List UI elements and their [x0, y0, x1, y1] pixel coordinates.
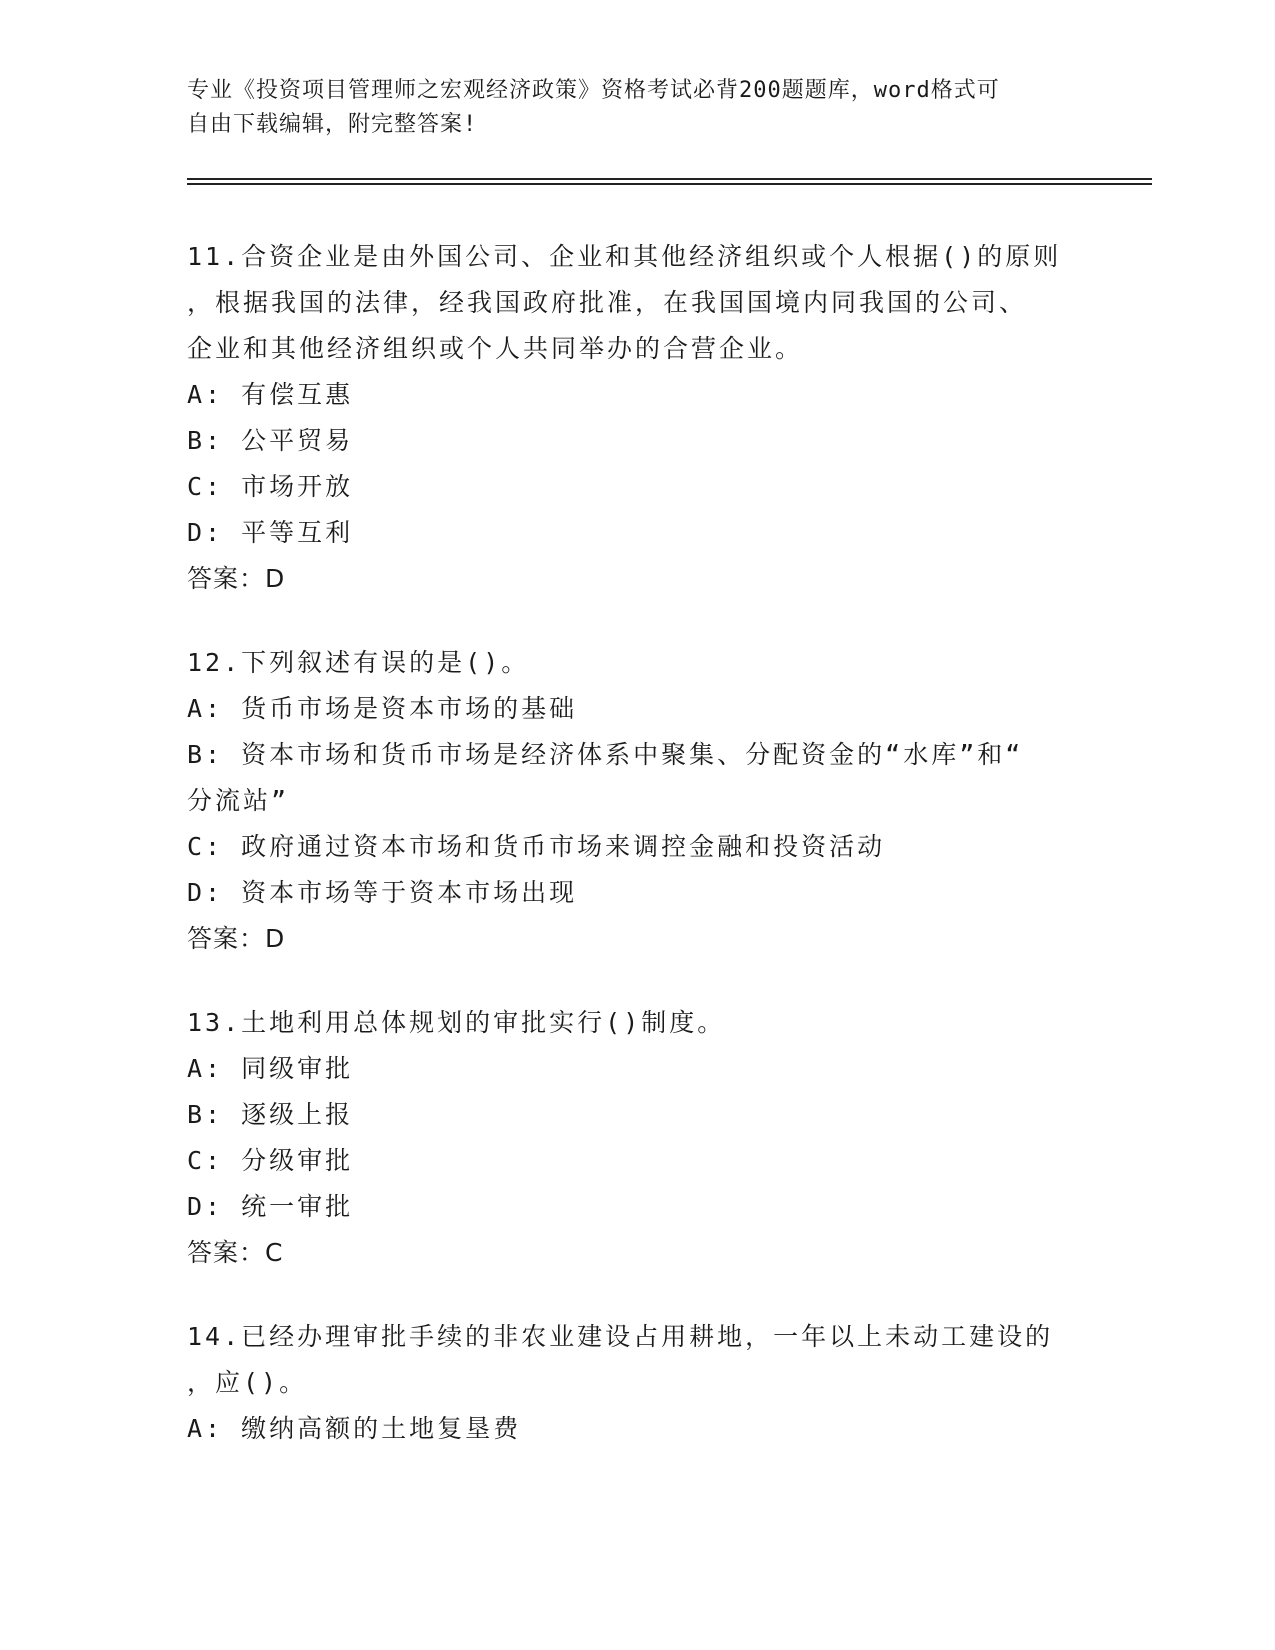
option-a: A: 同级审批: [187, 1054, 354, 1083]
stem-line: 企业和其他经济组织或个人共同举办的合营企业。: [187, 334, 804, 363]
question-11: [187, 234, 1087, 602]
document-intro: [187, 74, 1087, 142]
option-d: D: 资本市场等于资本市场出现: [187, 878, 578, 907]
header-divider-top: [187, 178, 1152, 180]
option-d: D: 平等互利: [187, 518, 354, 547]
answer-line: 答案：D: [187, 564, 286, 593]
intro-line: 自由下载编辑，附完整答案!: [187, 112, 478, 137]
option-b-continued: 分流站”: [187, 786, 290, 815]
option-a: A: 货币市场是资本市场的基础: [187, 694, 578, 723]
question-stem: [187, 640, 1087, 686]
question-stem: [187, 234, 1087, 372]
question-12: [187, 640, 1087, 962]
intro-line: 专业《投资项目管理师之宏观经济政策》资格考试必背200题题库，word格式可: [187, 78, 1000, 103]
question-13: [187, 1000, 1087, 1276]
stem-line: 14.已经办理审批手续的非农业建设占用耕地，一年以上未动工建设的: [187, 1322, 1054, 1351]
option-d: D: 统一审批: [187, 1192, 354, 1221]
header-divider-bottom: [187, 183, 1152, 185]
stem-line: 12.下列叙述有误的是()。: [187, 648, 530, 677]
option-a: A: 有偿互惠: [187, 380, 354, 409]
question-stem: [187, 1000, 1087, 1046]
question-list: [187, 234, 1087, 1490]
stem-line: ，应()。: [187, 1368, 308, 1397]
stem-line: 13.土地利用总体规划的审批实行()制度。: [187, 1008, 726, 1037]
option-b: B: 公平贸易: [187, 426, 354, 455]
question-stem: [187, 1314, 1087, 1406]
option-c: C: 政府通过资本市场和货币市场来调控金融和投资活动: [187, 832, 886, 861]
option-a: A: 缴纳高额的土地复垦费: [187, 1414, 522, 1443]
answer-line: 答案：D: [187, 924, 286, 953]
option-c: C: 分级审批: [187, 1146, 354, 1175]
stem-line: ，根据我国的法律，经我国政府批准，在我国国境内同我国的公司、: [187, 288, 1028, 317]
option-b: B: 资本市场和货币市场是经济体系中聚集、分配资金的“水库”和“: [187, 740, 1024, 769]
option-c: C: 市场开放: [187, 472, 354, 501]
stem-line: 11.合资企业是由外国公司、企业和其他经济组织或个人根据()的原则: [187, 242, 1062, 271]
question-14: [187, 1314, 1087, 1452]
answer-line: 答案：C: [187, 1238, 284, 1267]
option-b: B: 逐级上报: [187, 1100, 354, 1129]
